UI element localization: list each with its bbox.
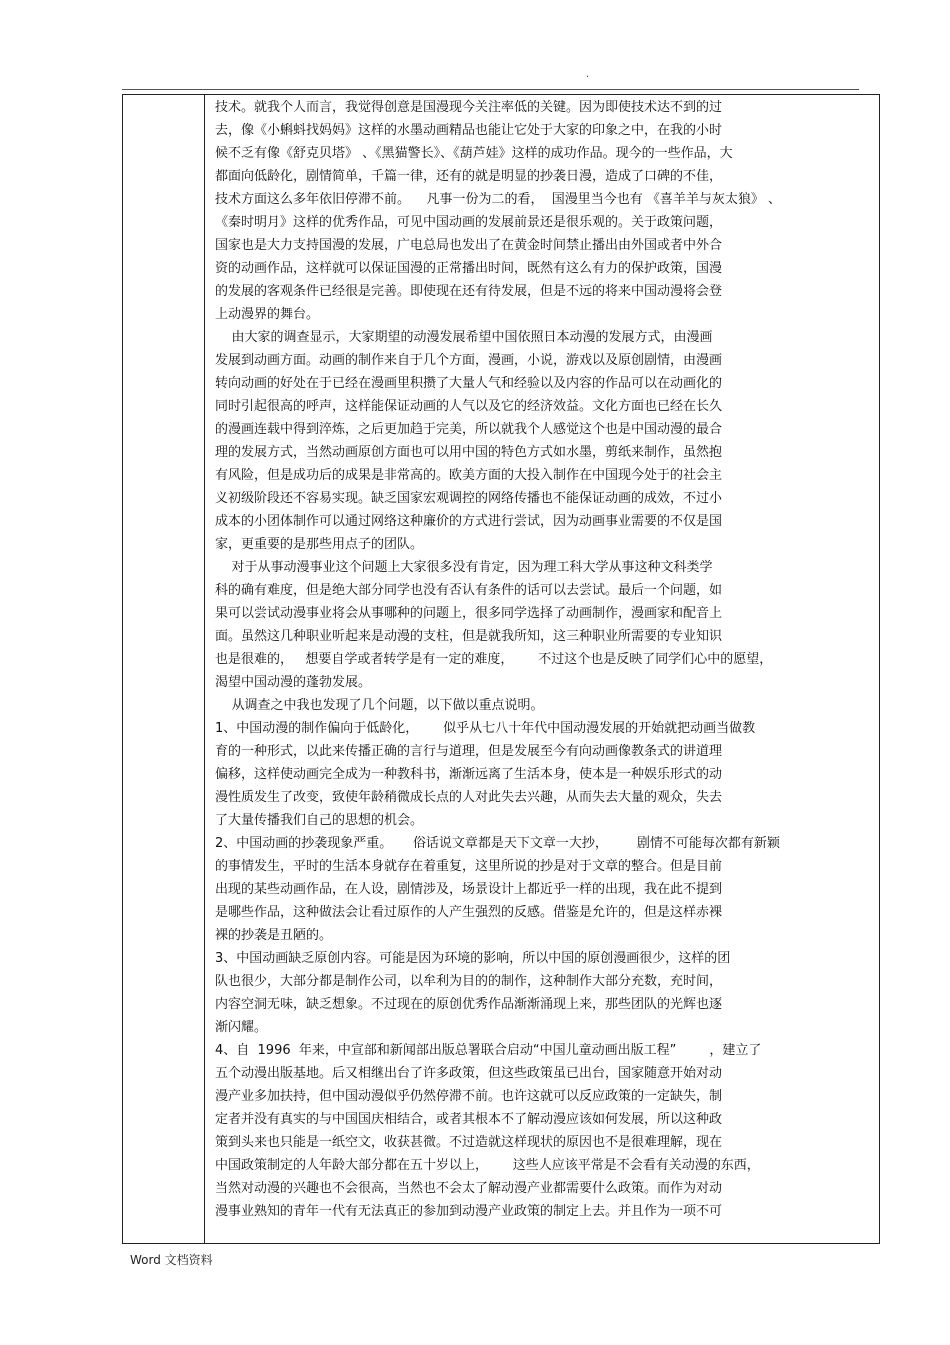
text-line: 了大量传播我们自己的思想的机会。 <box>215 813 424 828</box>
text-line: 技术方面这么多年依旧停滞不前。 凡事一份为二的看， 国漫里当今也有 《喜羊羊与灰太狼》 、 <box>215 192 782 207</box>
text-line: 当然对动漫的兴趣也不会很高，当然也不会太了解动漫产业都需要什么政策。而作为对动 <box>215 1181 723 1196</box>
text-line: 义初级阶段还不容易实现。缺乏国家宏观调控的网络传播也不能保证动画的成效，不过小 <box>215 491 723 506</box>
text-line: 果可以尝试动漫事业将会从事哪种的问题上，很多同学选择了动画制作，漫画家和配音上 <box>215 606 723 621</box>
text-line: 育的一种形式，以此来传播正确的言行与道理，但是发展至今有向动画像教条式的讲道理 <box>215 744 723 759</box>
text-line: 内容空洞无味，缺乏想象。不过现在的原创优秀作品渐渐涌现上来，那些团队的光辉也逐 <box>215 997 723 1012</box>
text-line: 从调查之中我也发现了几个问题，以下做以重点说明。 <box>215 698 544 713</box>
text-line: 转向动画的好处在于已经在漫画里积攒了大量人气和经验以及内容的作品可以在动画化的 <box>215 376 723 391</box>
text-line: 出现的某些动画作品，在人设，剧情涉及，场景设计上都近乎一样的出现，我在此不提到 <box>215 882 723 897</box>
text-line: 4、自 1996 年来，中宣部和新闻部出版总署联合启动“中国儿童动画出版工程” ，建立了 <box>215 1043 762 1058</box>
text-line: 对于从事动漫事业这个问题上大家很多没有肯定，因为理工科大学从事这种文科类学 <box>215 560 713 575</box>
text-line: 去，像《小蝌蚪找妈妈》这样的水墨动画精品也能让它处于大家的印象之中，在我的小时 <box>215 123 723 138</box>
text-line: 技术。就我个人而言，我觉得创意是国漫现今关注率低的关键。因为即使技术达不到的过 <box>215 100 723 115</box>
text-line: 国家也是大力支持国漫的发展，广电总局也发出了在黄金时间禁止播出由外国或者中外合 <box>215 238 723 253</box>
text-line: 《秦时明月》这样的优秀作品，可见中国动画的发展前景还是很乐观的。关于政策问题， <box>215 215 723 230</box>
text-line: 1、中国动漫的制作偏向于低龄化， 似乎从七八十年代中国动漫发展的开始就把动画当做教 <box>215 721 756 736</box>
text-line: 上动漫界的舞台。 <box>215 307 320 322</box>
text-line: 偏移，这样使动画完全成为一种教科书，渐渐远离了生活本身，使本是一种娱乐形式的动 <box>215 767 723 782</box>
text-line: 有风险，但是成功后的成果是非常高的。欧美方面的大投入制作在中国现今处于的社会主 <box>215 468 723 483</box>
text-line: 面。虽然这几种职业听起来是动漫的支柱，但是就我所知，这三种职业所需要的专业知识 <box>215 629 723 644</box>
table-column-divider <box>204 94 205 1244</box>
text-line: 科的确有难度，但是绝大部分同学也没有否认有条件的话可以去尝试。最后一个问题，如 <box>215 583 723 598</box>
text-line: 渐闪耀。 <box>215 1020 268 1035</box>
text-line: 五个动漫出版基地。后又相继出台了许多政策，但这些政策虽已出台，国家随意开始对动 <box>215 1066 723 1081</box>
text-line: 策到头来也只能是一纸空文，收获甚微。不过造就这样现状的原因也不是很难理解，现在 <box>215 1135 723 1150</box>
text-line: 是哪些作品，这种做法会让看过原作的人产生强烈的反感。借鉴是允许的，但是这样赤裸 <box>215 905 723 920</box>
text-line: 都面向低龄化，剧情简单，千篇一律，还有的就是明显的抄袭日漫，造成了口碑的不佳， <box>215 169 723 184</box>
text-line: 的发展的客观条件已经很是完善。即使现在还有待发展，但是不远的将来中国动漫将会登 <box>215 284 723 299</box>
text-line: 定者并没有真实的与中国国庆相结合，或者其根本不了解动漫应该如何发展，所以这种政 <box>215 1112 723 1127</box>
header-dot: . <box>586 69 590 80</box>
footer-label: Word 文档资料 <box>130 1253 213 1267</box>
text-line: 漫产业多加扶持，但中国动漫似乎仍然停滞不前。也许这就可以反应政策的一定缺失，制 <box>215 1089 723 1104</box>
text-line: 3、中国动画缺乏原创内容。可能是因为环境的影响，所以中国的原创漫画很少，这样的团 <box>215 951 731 966</box>
text-line: 资的动画作品，这样就可以保证国漫的正常播出时间，既然有这么有力的保护政策，国漫 <box>215 261 723 276</box>
text-line: 漫性质发生了改变，致使年龄稍微成长点的人对此失去兴趣，从而失去大量的观众，失去 <box>215 790 723 805</box>
text-line: 成本的小团体制作可以通过网络这种廉价的方式进行尝试，因为动画事业需要的不仅是国 <box>215 514 723 529</box>
text-line: 也是很难的， 想要自学或者转学是有一定的难度， 不过这个也是反映了同学们心中的愿望， <box>215 652 773 667</box>
text-line: 裸的抄袭是丑陋的。 <box>215 928 333 943</box>
text-line: 2、中国动画的抄袭现象严重。 俗话说文章都是天下文章一大抄， 剧情不可能每次都有新颖 <box>215 836 780 851</box>
text-line: 渴望中国动漫的蓬勃发展。 <box>215 675 372 690</box>
header-rule <box>122 89 859 90</box>
text-line: 同时引起很高的呼声，这样能保证动画的人气以及它的经济效益。文化方面也已经在长久 <box>215 399 723 414</box>
text-line: 发展到动画方面。动画的制作来自于几个方面，漫画，小说，游戏以及原创剧情，由漫画 <box>215 353 723 368</box>
text-line: 候不乏有像《舒克贝塔》 、《黑猫警长》、《葫芦娃》这样的成功作品。现今的一些作品，大 <box>215 146 733 161</box>
text-line: 由大家的调查显示，大家期望的动漫发展希望中国依照日本动漫的发展方式，由漫画 <box>215 330 713 345</box>
text-line: 的事情发生，平时的生活本身就存在着重复，这里所说的抄是对于文章的整合。但是目前 <box>215 859 723 874</box>
text-line: 的漫画连载中得到淬炼，之后更加趋于完美，所以就我个人感觉这个也是中国动漫的最合 <box>215 422 723 437</box>
text-line: 漫事业熟知的青年一代有无法真正的参加到动漫产业政策的制定上去。并且作为一项不可 <box>215 1204 723 1219</box>
text-line: 中国政策制定的人年龄大部分都在五十岁以上， 这些人应该平常是不会看有关动漫的东西， <box>215 1158 760 1173</box>
text-line: 理的发展方式，当然动画原创方面也可以用中国的特色方式如水墨，剪纸来制作，虽然抱 <box>215 445 723 460</box>
text-line: 家，更重要的是那些用点子的团队。 <box>215 537 424 552</box>
text-line: 队也很少，大部分都是制作公司，以牟利为目的的制作，这种制作大部分充数，充时间， <box>215 974 723 989</box>
